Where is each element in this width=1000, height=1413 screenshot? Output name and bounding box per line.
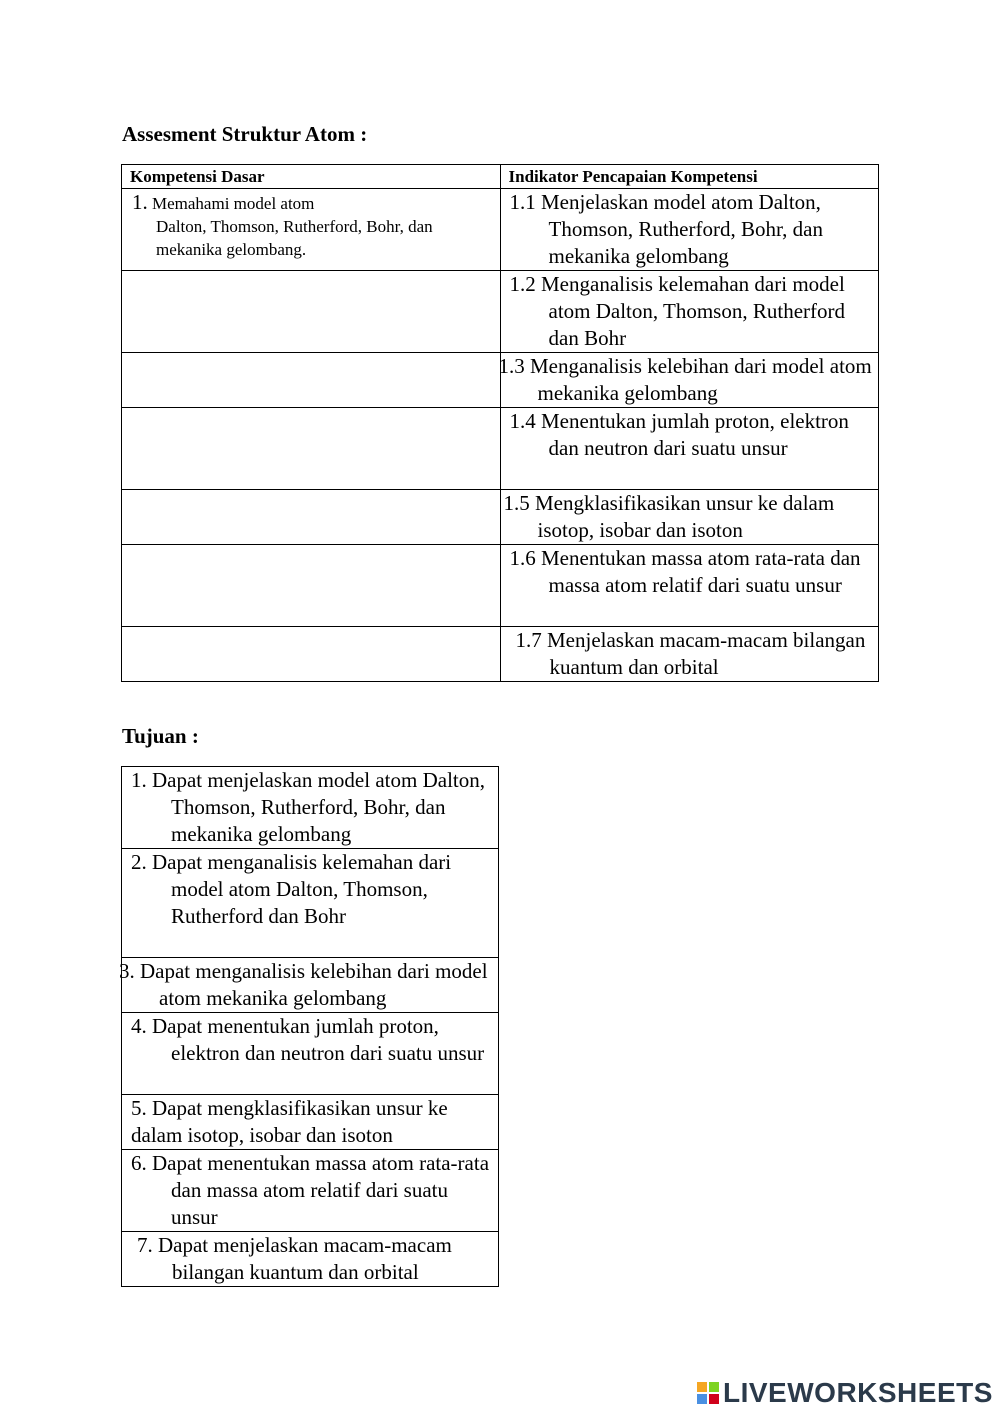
table-row [122, 353, 879, 408]
kd-line-2: Dalton, Thomson, Rutherford, Bohr, dan mekanika gelombang. [156, 217, 433, 259]
table-row [122, 849, 499, 958]
logo-text: LIVEWORKSHEETS [723, 1377, 993, 1408]
indicator-1-4: 1.4 Menentukan jumlah proton, elektron dan neutron dari suatu unsur [500, 408, 879, 490]
kd-number: 1. [132, 190, 148, 214]
indicator-1-5: 1.5 Mengklasifikasikan unsur ke dalam isotop, isobar dan isoton [500, 490, 879, 545]
assessment-title: Assesment Struktur Atom : [122, 122, 368, 146]
header-kompetensi-dasar: Kompetensi Dasar [122, 165, 501, 189]
kompetensi-dasar-cell [122, 189, 501, 271]
competency-table [121, 164, 879, 682]
table-row [122, 767, 499, 849]
indicator-1-7: 1.7 Menjelaskan macam-macam bilangan kuantum dan orbital [500, 627, 879, 682]
empty-cell [122, 627, 501, 682]
table-row [122, 271, 879, 353]
table-row [122, 1095, 499, 1150]
empty-cell [122, 490, 501, 545]
tujuan-item-6: 6. Dapat menentukan massa atom rata-rata dan massa atom relatif dari suatu unsur [122, 1150, 499, 1232]
tujuan-item-2: 2. Dapat menganalisis kelemahan dari model atom Dalton, Thomson, Rutherford dan Bohr [122, 849, 499, 958]
table-row [122, 958, 499, 1013]
tujuan-item-1: 1. Dapat menjelaskan model atom Dalton, Thomson, Rutherford, Bohr, dan mekanika gelombang [122, 767, 499, 849]
empty-cell [122, 408, 501, 490]
table-row [122, 545, 879, 627]
empty-cell [122, 271, 501, 353]
logo-square-red [709, 1394, 719, 1404]
table-header-row [122, 165, 879, 189]
table-row [122, 1013, 499, 1095]
indicator-1-6: 1.6 Menentukan massa atom rata-rata dan massa atom relatif dari suatu unsur [500, 545, 879, 627]
tujuan-item-7: 7. Dapat menjelaskan macam-macam bilangan kuantum dan orbital [122, 1232, 499, 1287]
tujuan-table [121, 766, 499, 1287]
table-row [122, 1150, 499, 1232]
indicator-1-2: 1.2 Menganalisis kelemahan dari model atom Dalton, Thomson, Rutherford dan Bohr [500, 271, 879, 353]
tujuan-item-4: 4. Dapat menentukan jumlah proton, elektron dan neutron dari suatu unsur [122, 1013, 499, 1095]
logo-square-orange [697, 1382, 707, 1392]
empty-cell [122, 545, 501, 627]
tujuan-item-5: 5. Dapat mengklasifikasikan unsur ke dalam isotop, isobar dan isoton [122, 1095, 499, 1150]
logo-square-blue [697, 1394, 707, 1404]
table-row [122, 490, 879, 545]
kd-line-1: Memahami model atom [152, 194, 315, 213]
table-row [122, 189, 879, 271]
liveworksheets-logo-icon [697, 1382, 719, 1404]
table-row [122, 1232, 499, 1287]
empty-cell [122, 353, 501, 408]
table-row [122, 627, 879, 682]
liveworksheets-logo [697, 1378, 993, 1408]
tujuan-title: Tujuan : [122, 724, 199, 748]
header-indikator: Indikator Pencapaian Kompetensi [500, 165, 879, 189]
tujuan-item-3: 3. Dapat menganalisis kelebihan dari model atom mekanika gelombang [122, 958, 499, 1013]
indicator-1-3: 1.3 Menganalisis kelebihan dari model atom mekanika gelombang [500, 353, 879, 408]
indicator-1-1: 1.1 Menjelaskan model atom Dalton, Thomson, Rutherford, Bohr, dan mekanika gelombang [500, 189, 879, 271]
table-row [122, 408, 879, 490]
logo-square-green [709, 1382, 719, 1392]
